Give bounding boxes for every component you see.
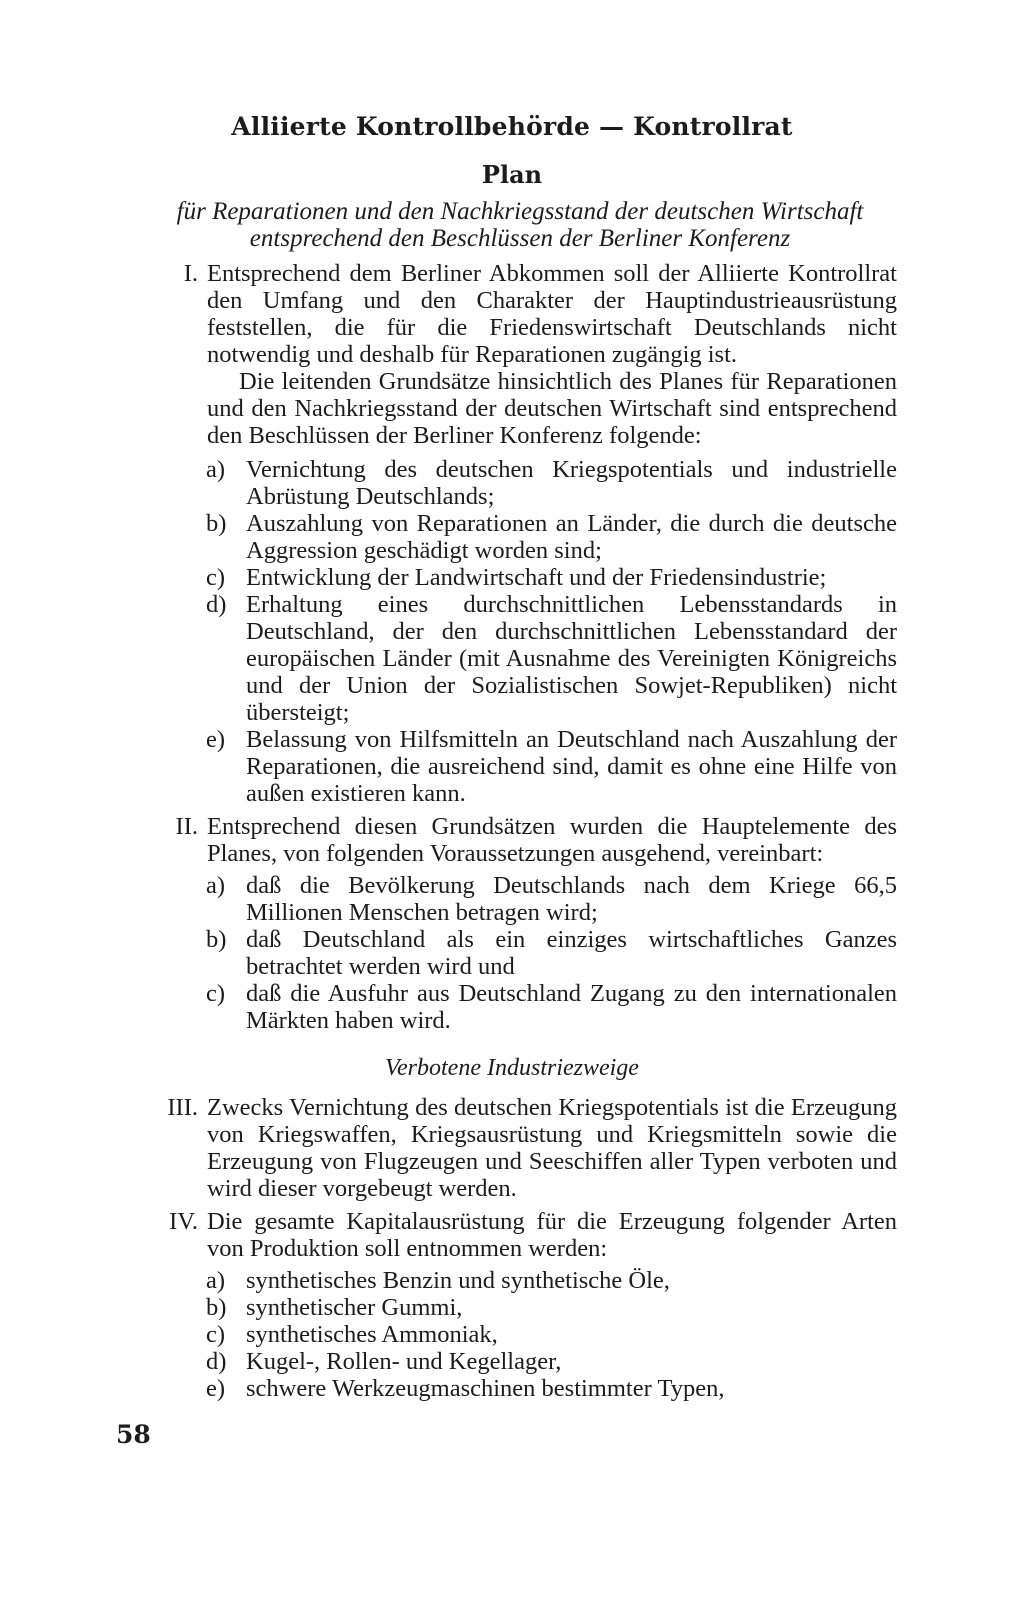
- section-II-item-b: daß Deutschland als ein einziges wirtschaftliches Ganzes betrachtet werden wird und: [246, 926, 897, 980]
- section-II-item-a: daß die Bevölkerung Deutschlands nach dem Kriege 66,5 Millionen Menschen betragen wird;: [246, 872, 897, 926]
- section-II-item-b-letter: b): [206, 926, 227, 953]
- section-IV-item-c: synthetisches Ammoniak,: [246, 1321, 498, 1348]
- section-IV-item-b-letter: b): [206, 1294, 227, 1321]
- section-I-item-e-letter: e): [206, 726, 226, 753]
- section-I-item-b: Auszahlung von Reparationen an Länder, die durch die deutsche Aggression geschädigt worden sind;: [246, 510, 897, 564]
- section-number-IV: IV.: [169, 1208, 198, 1235]
- subtitle-line-2: entsprechend den Beschlüssen der Berliner Konferenz: [249, 225, 791, 252]
- section-I-item-c: Entwicklung der Landwirtschaft und der Friedensindustrie;: [246, 564, 827, 591]
- section-II-paragraph: Entsprechend diesen Grundsätzen wurden die Hauptelemente des Planes, von folgenden Voraussetzungen ausgehend, vereinbart:: [207, 813, 897, 867]
- section-heading-verbotene-industriezweige: Verbotene Industriezweige: [385, 1055, 639, 1081]
- section-I-item-d: Erhaltung eines durchschnittlichen Lebensstandards in Deutschland, der den durchschnittlichen Lebensstandard der europäischen Länder (mit Ausnahme des Vereinigten Königreichs und der Union der Sozialistischen Sowjet-Republiken) nicht übersteigt;: [246, 591, 897, 726]
- section-IV-paragraph: Die gesamte Kapitalausrüstung für die Erzeugung folgender Arten von Produktion soll entnommen werden:: [207, 1208, 897, 1262]
- section-I-item-e: Belassung von Hilfsmitteln an Deutschland nach Auszahlung der Reparationen, die ausreichend sind, damit es ohne eine Hilfe von außen existieren kann.: [246, 726, 897, 807]
- section-IV-item-e-letter: e): [206, 1375, 226, 1402]
- section-IV-item-a-letter: a): [206, 1267, 226, 1294]
- section-II-item-c: daß die Ausfuhr aus Deutschland Zugang zu den internationalen Märkten haben wird.: [246, 980, 897, 1034]
- section-II-item-a-letter: a): [206, 872, 226, 899]
- section-I-item-c-letter: c): [206, 564, 226, 591]
- section-IV-item-d-letter: d): [206, 1348, 227, 1375]
- plan-heading: Plan: [481, 160, 543, 189]
- page-number: 58: [116, 1420, 151, 1449]
- section-number-II: II.: [175, 813, 198, 840]
- section-IV-item-e: schwere Werkzeugmaschinen bestimmter Typen,: [246, 1375, 725, 1402]
- section-IV-item-b: synthetischer Gummi,: [246, 1294, 463, 1321]
- subtitle-line-1: für Reparationen und den Nachkriegsstand der deutschen Wirtschaft: [176, 198, 864, 225]
- section-III-paragraph: Zwecks Vernichtung des deutschen Kriegspotentials ist die Erzeugung von Kriegswaffen, Kriegsausrüstung und Kriegsmitteln sowie die Erzeugung von Flugzeugen und Seeschiffen aller Typen verboten und wird dieser vorgebeugt werden.: [207, 1094, 897, 1202]
- section-I-item-b-letter: b): [206, 510, 227, 537]
- section-II-item-c-letter: c): [206, 980, 226, 1007]
- section-number-I: I.: [183, 260, 198, 287]
- document-title: Alliierte Kontrollbehörde — Kontrollrat: [231, 112, 793, 141]
- section-IV-item-c-letter: c): [206, 1321, 226, 1348]
- section-I-item-a-letter: a): [206, 456, 226, 483]
- section-I-paragraph-2: Die leitenden Grundsätze hinsichtlich des Planes für Reparationen und den Nachkriegsstand der deutschen Wirtschaft sind entsprechend den Beschlüssen der Berliner Konferenz folgende:: [207, 368, 897, 449]
- section-I-item-a: Vernichtung des deutschen Kriegspotentials und industrielle Abrüstung Deutschlands;: [246, 456, 897, 510]
- section-number-III: III.: [167, 1094, 198, 1121]
- section-I-item-d-letter: d): [206, 591, 227, 618]
- section-IV-item-a: synthetisches Benzin und synthetische Öle,: [246, 1267, 670, 1294]
- section-IV-item-d: Kugel-, Rollen- und Kegellager,: [246, 1348, 562, 1375]
- section-I-paragraph-1: Entsprechend dem Berliner Abkommen soll der Alliierte Kontrollrat den Umfang und den Charakter der Hauptindustrieausrüstung feststellen, die für die Friedenswirtschaft Deutschlands nicht notwendig und deshalb für Reparationen zugängig ist.: [207, 260, 897, 368]
